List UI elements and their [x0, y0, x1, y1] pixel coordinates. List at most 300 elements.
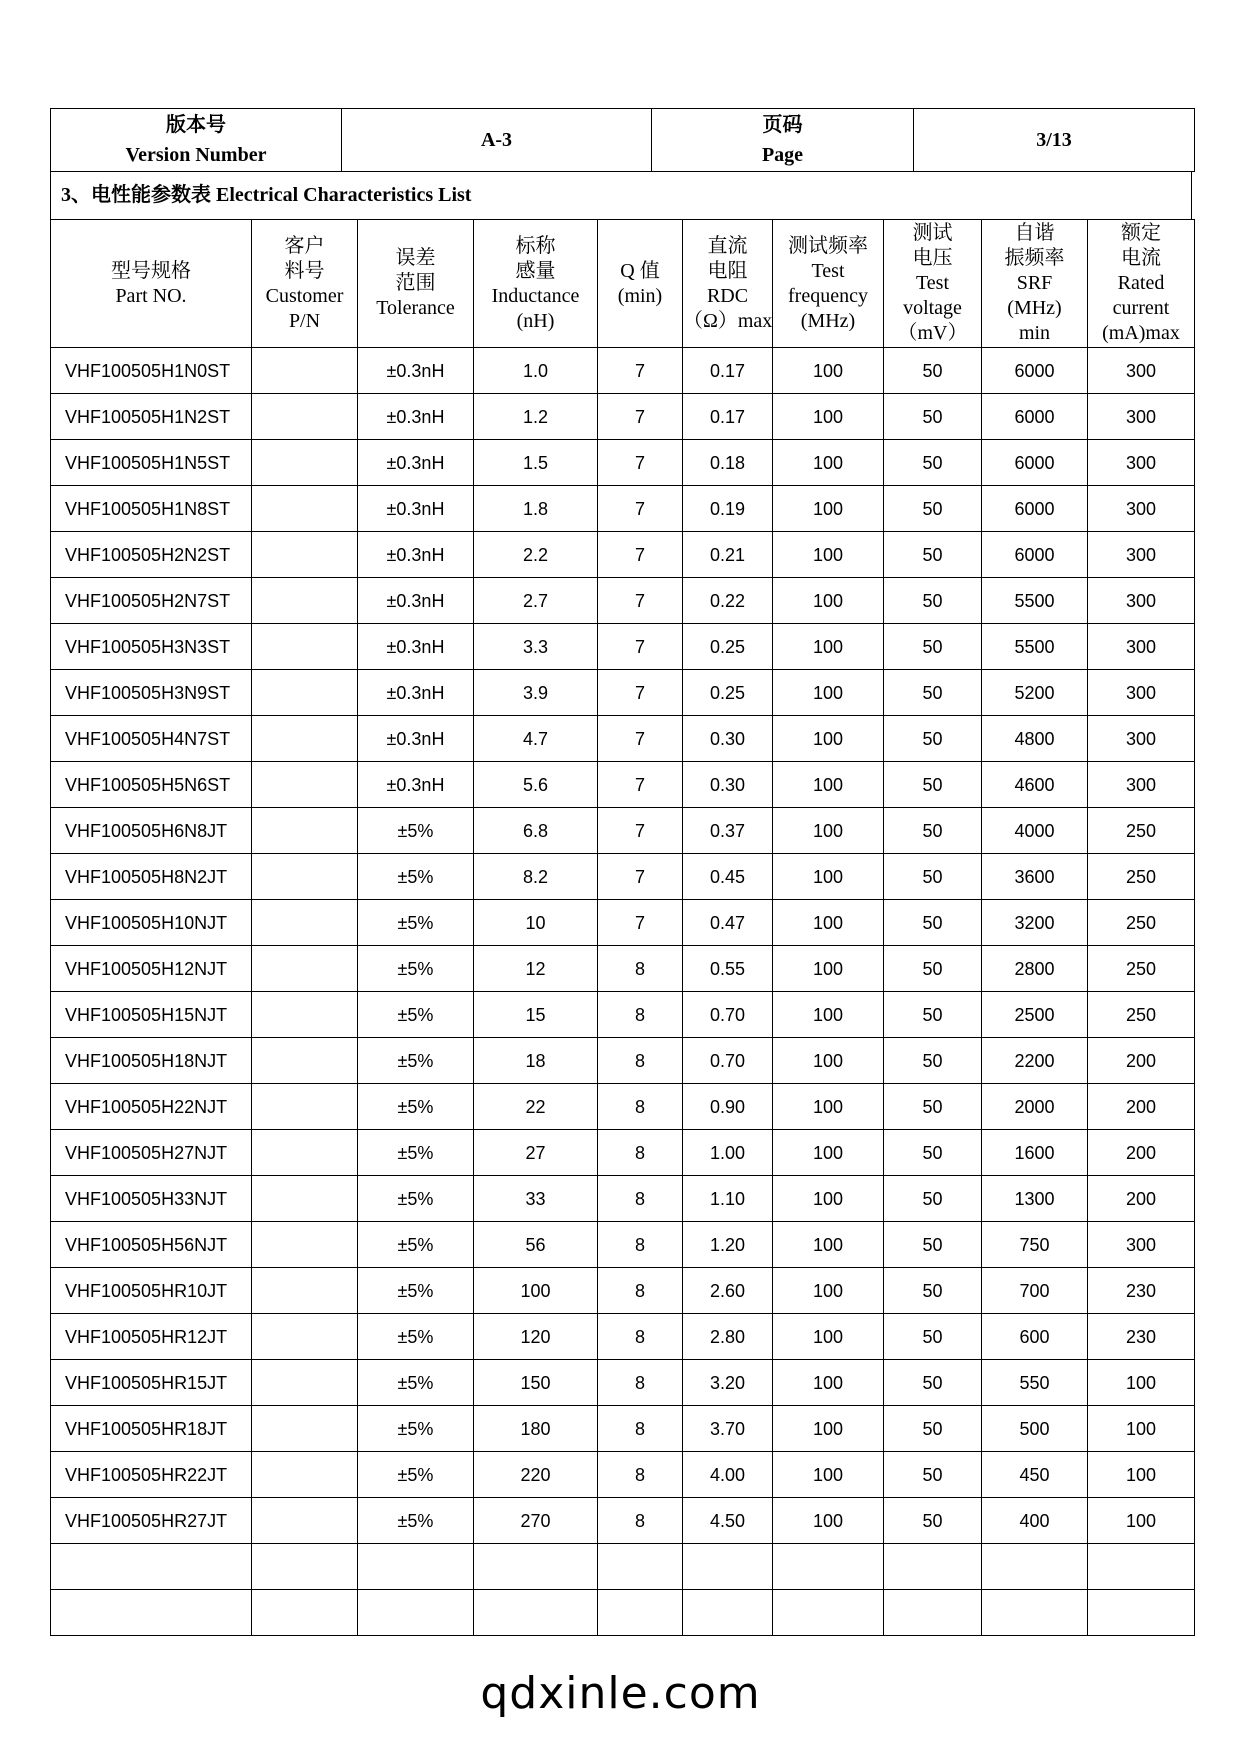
cell-inductance: 270: [474, 1498, 598, 1544]
table-row: [51, 486, 1195, 532]
cell-inductance: 4.7: [474, 716, 598, 762]
cell-tolerance: ±0.3nH: [358, 440, 474, 486]
cell-rated-current: 100: [1088, 1498, 1195, 1544]
cell-customer-pn: [252, 1406, 358, 1452]
cell-inductance: 1.5: [474, 440, 598, 486]
cell-test-voltage: 50: [884, 1268, 982, 1314]
table-row: [51, 1590, 1195, 1636]
cell-test-voltage: 50: [884, 854, 982, 900]
cell-inductance: 5.6: [474, 762, 598, 808]
cell-rated-current: 300: [1088, 670, 1195, 716]
cell-customer-pn: [252, 624, 358, 670]
cell-part-number: VHF100505H5N6ST: [51, 762, 252, 808]
cell-q-min: 7: [598, 716, 683, 762]
cell-test-frequency: 100: [773, 1314, 884, 1360]
cell-rated-current: 100: [1088, 1360, 1195, 1406]
cell-rated-current: 250: [1088, 900, 1195, 946]
cell-test-voltage: 50: [884, 440, 982, 486]
cell-inductance: 2.7: [474, 578, 598, 624]
cell-part-number: VHF100505H12NJT: [51, 946, 252, 992]
cell-inductance: 2.2: [474, 532, 598, 578]
cell-tolerance: ±5%: [358, 1176, 474, 1222]
cell-q-min: 7: [598, 808, 683, 854]
cell-test-frequency: 100: [773, 624, 884, 670]
cell-srf-min: [982, 1544, 1088, 1590]
cell-rated-current: 300: [1088, 348, 1195, 394]
cell-q-min: 8: [598, 1314, 683, 1360]
cell-tolerance: ±5%: [358, 1038, 474, 1084]
table-row: [51, 348, 1195, 394]
cell-test-voltage: 50: [884, 486, 982, 532]
cell-inductance: 120: [474, 1314, 598, 1360]
column-header-line: Q 值: [620, 259, 660, 282]
cell-q-min: 8: [598, 1084, 683, 1130]
cell-rdc-max: 0.17: [683, 394, 773, 440]
column-header-line: current: [1112, 297, 1170, 319]
cell-part-number: VHF100505H6N8JT: [51, 808, 252, 854]
cell-srf-min: 450: [982, 1452, 1088, 1498]
cell-rated-current: [1088, 1544, 1195, 1590]
cell-rdc-max: 2.80: [683, 1314, 773, 1360]
cell-customer-pn: [252, 1130, 358, 1176]
cell-customer-pn: [252, 900, 358, 946]
cell-test-voltage: 50: [884, 670, 982, 716]
column-header-line: Test: [811, 259, 845, 282]
cell-rdc-max: 0.21: [683, 532, 773, 578]
cell-rdc-max: 0.47: [683, 900, 773, 946]
column-header-line: (MHz): [800, 309, 856, 332]
cell-rated-current: 200: [1088, 1130, 1195, 1176]
cell-tolerance: ±0.3nH: [358, 532, 474, 578]
cell-inductance: 100: [474, 1268, 598, 1314]
cell-tolerance: ±0.3nH: [358, 394, 474, 440]
cell-test-voltage: 50: [884, 808, 982, 854]
cell-part-number: VHF100505HR10JT: [51, 1268, 252, 1314]
cell-rdc-max: [683, 1544, 773, 1590]
cell-test-voltage: 50: [884, 394, 982, 440]
version-label-cn: 版本号: [166, 114, 226, 136]
version-label-en: Version Number: [125, 144, 267, 166]
cell-q-min: 8: [598, 1498, 683, 1544]
cell-rated-current: 300: [1088, 486, 1195, 532]
cell-customer-pn: [252, 486, 358, 532]
table-row: [51, 1406, 1195, 1452]
cell-rated-current: 300: [1088, 440, 1195, 486]
cell-inductance: 3.9: [474, 670, 598, 716]
table-row: [51, 808, 1195, 854]
table-row: [51, 854, 1195, 900]
column-header-line: Customer: [265, 284, 344, 307]
cell-customer-pn: [252, 716, 358, 762]
cell-customer-pn: [252, 762, 358, 808]
cell-test-frequency: 100: [773, 716, 884, 762]
cell-q-min: 7: [598, 532, 683, 578]
table-row: [51, 900, 1195, 946]
cell-customer-pn: [252, 1038, 358, 1084]
column-header-test-voltage: [884, 220, 982, 348]
cell-customer-pn: [252, 946, 358, 992]
cell-part-number: VHF100505H27NJT: [51, 1130, 252, 1176]
cell-rated-current: 300: [1088, 1222, 1195, 1268]
cell-rdc-max: [683, 1590, 773, 1636]
table-row: [51, 670, 1195, 716]
column-header-inductance: [474, 220, 598, 348]
cell-rdc-max: 0.45: [683, 854, 773, 900]
cell-part-number: VHF100505HR27JT: [51, 1498, 252, 1544]
cell-test-frequency: 100: [773, 1452, 884, 1498]
cell-test-frequency: 100: [773, 1176, 884, 1222]
section-title: 3、电性能参数表 Electrical Characteristics List: [50, 171, 1192, 219]
table-row: [51, 1544, 1195, 1590]
cell-part-number: VHF100505H22NJT: [51, 1084, 252, 1130]
column-header-line: 直流: [707, 234, 748, 257]
cell-q-min: [598, 1544, 683, 1590]
column-header-rated-current: [1088, 220, 1195, 348]
cell-test-frequency: 100: [773, 1084, 884, 1130]
column-header-srf-min: [982, 220, 1088, 348]
cell-q-min: 8: [598, 1268, 683, 1314]
version-label-cell: [51, 109, 342, 172]
cell-test-frequency: 100: [773, 1038, 884, 1084]
cell-rdc-max: 2.60: [683, 1268, 773, 1314]
table-row: [51, 1360, 1195, 1406]
cell-test-voltage: 50: [884, 1360, 982, 1406]
cell-test-frequency: [773, 1544, 884, 1590]
cell-test-frequency: 100: [773, 854, 884, 900]
cell-customer-pn: [252, 532, 358, 578]
cell-tolerance: ±0.3nH: [358, 348, 474, 394]
cell-srf-min: 4800: [982, 716, 1088, 762]
cell-rated-current: [1088, 1590, 1195, 1636]
cell-test-voltage: 50: [884, 762, 982, 808]
cell-tolerance: ±5%: [358, 1084, 474, 1130]
cell-rated-current: 200: [1088, 1176, 1195, 1222]
column-header-line: P/N: [288, 309, 321, 332]
cell-customer-pn: [252, 348, 358, 394]
cell-part-number: VHF100505HR18JT: [51, 1406, 252, 1452]
cell-rdc-max: 4.00: [683, 1452, 773, 1498]
cell-srf-min: 5500: [982, 624, 1088, 670]
cell-srf-min: 2800: [982, 946, 1088, 992]
cell-srf-min: 700: [982, 1268, 1088, 1314]
cell-test-voltage: 50: [884, 1130, 982, 1176]
cell-q-min: 8: [598, 992, 683, 1038]
table-row: [51, 1222, 1195, 1268]
column-header-line: frequency: [788, 284, 868, 307]
cell-test-voltage: 50: [884, 992, 982, 1038]
table-row: [51, 532, 1195, 578]
cell-test-voltage: 50: [884, 1498, 982, 1544]
cell-test-frequency: 100: [773, 900, 884, 946]
cell-test-voltage: 50: [884, 1176, 982, 1222]
cell-test-frequency: 100: [773, 1268, 884, 1314]
cell-srf-min: 600: [982, 1314, 1088, 1360]
column-header-tolerance: [358, 220, 474, 348]
cell-q-min: 8: [598, 1130, 683, 1176]
cell-inductance: 150: [474, 1360, 598, 1406]
cell-q-min: 8: [598, 946, 683, 992]
watermark: qdxinle.com: [480, 1668, 761, 1719]
cell-rated-current: 230: [1088, 1268, 1195, 1314]
cell-rdc-max: 0.90: [683, 1084, 773, 1130]
cell-test-frequency: 100: [773, 992, 884, 1038]
cell-srf-min: [982, 1590, 1088, 1636]
cell-test-voltage: 50: [884, 1084, 982, 1130]
cell-inductance: 1.2: [474, 394, 598, 440]
column-header-line: (min): [617, 284, 663, 307]
cell-srf-min: 4000: [982, 808, 1088, 854]
cell-test-voltage: 50: [884, 348, 982, 394]
column-header-line: （mV）: [897, 322, 968, 344]
cell-rdc-max: 1.20: [683, 1222, 773, 1268]
column-header-line: 振频率: [1004, 247, 1065, 269]
cell-test-voltage: 50: [884, 1452, 982, 1498]
cell-tolerance: ±5%: [358, 1268, 474, 1314]
column-header-line: Tolerance: [376, 297, 455, 319]
cell-rated-current: 300: [1088, 762, 1195, 808]
cell-tolerance: [358, 1590, 474, 1636]
cell-q-min: 7: [598, 348, 683, 394]
cell-customer-pn: [252, 854, 358, 900]
cell-customer-pn: [252, 1222, 358, 1268]
cell-part-number: VHF100505H4N7ST: [51, 716, 252, 762]
table-row: [51, 1268, 1195, 1314]
cell-part-number: VHF100505HR12JT: [51, 1314, 252, 1360]
cell-customer-pn: [252, 1452, 358, 1498]
cell-tolerance: ±5%: [358, 1222, 474, 1268]
cell-tolerance: ±0.3nH: [358, 624, 474, 670]
cell-test-voltage: 50: [884, 900, 982, 946]
cell-rated-current: 250: [1088, 808, 1195, 854]
cell-test-frequency: 100: [773, 1406, 884, 1452]
cell-inductance: 22: [474, 1084, 598, 1130]
cell-srf-min: 5200: [982, 670, 1088, 716]
cell-test-frequency: 100: [773, 808, 884, 854]
cell-test-voltage: [884, 1590, 982, 1636]
table-row: [51, 992, 1195, 1038]
column-header-line: 测试频率: [788, 234, 868, 257]
cell-q-min: 7: [598, 440, 683, 486]
cell-test-frequency: 100: [773, 348, 884, 394]
page-value: 3/13: [914, 109, 1195, 172]
cell-test-frequency: 100: [773, 440, 884, 486]
cell-rdc-max: 3.20: [683, 1360, 773, 1406]
cell-q-min: 7: [598, 394, 683, 440]
cell-part-number: VHF100505H2N2ST: [51, 532, 252, 578]
cell-part-number: VHF100505H1N8ST: [51, 486, 252, 532]
column-header-line: (mA)max: [1102, 322, 1180, 344]
table-row: [51, 1084, 1195, 1130]
cell-q-min: 7: [598, 624, 683, 670]
cell-srf-min: 6000: [982, 486, 1088, 532]
cell-tolerance: ±5%: [358, 1406, 474, 1452]
cell-inductance: 180: [474, 1406, 598, 1452]
cell-part-number: VHF100505H10NJT: [51, 900, 252, 946]
column-header-line: Part NO.: [115, 284, 187, 307]
page-label-cell: [652, 109, 914, 172]
cell-inductance: 3.3: [474, 624, 598, 670]
table-row: [51, 1130, 1195, 1176]
table-row: [51, 1314, 1195, 1360]
column-header-line: (MHz): [1007, 297, 1062, 319]
table-row: [51, 946, 1195, 992]
column-header-line: 标称: [515, 234, 556, 257]
cell-test-frequency: 100: [773, 394, 884, 440]
cell-test-frequency: 100: [773, 762, 884, 808]
cell-part-number: VHF100505HR15JT: [51, 1360, 252, 1406]
cell-rated-current: 300: [1088, 716, 1195, 762]
cell-rated-current: 300: [1088, 578, 1195, 624]
cell-customer-pn: [252, 1544, 358, 1590]
cell-tolerance: ±5%: [358, 992, 474, 1038]
cell-srf-min: 2200: [982, 1038, 1088, 1084]
cell-rdc-max: 0.55: [683, 946, 773, 992]
cell-rdc-max: 1.10: [683, 1176, 773, 1222]
cell-q-min: 8: [598, 1176, 683, 1222]
cell-part-number: VHF100505H18NJT: [51, 1038, 252, 1084]
cell-srf-min: 1600: [982, 1130, 1088, 1176]
cell-part-number: VHF100505H1N2ST: [51, 394, 252, 440]
cell-inductance: 12: [474, 946, 598, 992]
column-header-line: (nH): [516, 309, 555, 332]
table-row: [51, 440, 1195, 486]
cell-srf-min: 550: [982, 1360, 1088, 1406]
cell-rated-current: 200: [1088, 1084, 1195, 1130]
column-header-line: （Ω）max: [683, 309, 773, 332]
cell-rdc-max: 0.70: [683, 992, 773, 1038]
cell-tolerance: ±5%: [358, 946, 474, 992]
column-header-line: 感量: [515, 259, 556, 282]
column-header-line: voltage: [903, 297, 962, 319]
cell-rated-current: 230: [1088, 1314, 1195, 1360]
cell-tolerance: ±0.3nH: [358, 670, 474, 716]
cell-test-voltage: 50: [884, 946, 982, 992]
cell-tolerance: ±0.3nH: [358, 716, 474, 762]
cell-part-number: VHF100505H3N9ST: [51, 670, 252, 716]
cell-test-frequency: 100: [773, 578, 884, 624]
cell-q-min: 8: [598, 1406, 683, 1452]
cell-inductance: 27: [474, 1130, 598, 1176]
cell-test-frequency: 100: [773, 1222, 884, 1268]
cell-tolerance: ±5%: [358, 1360, 474, 1406]
cell-rated-current: 300: [1088, 532, 1195, 578]
cell-part-number: VHF100505H3N3ST: [51, 624, 252, 670]
column-header-line: 电流: [1121, 247, 1161, 269]
cell-rated-current: 250: [1088, 946, 1195, 992]
cell-rated-current: 300: [1088, 624, 1195, 670]
cell-q-min: 7: [598, 486, 683, 532]
cell-test-frequency: 100: [773, 532, 884, 578]
cell-customer-pn: [252, 670, 358, 716]
cell-part-number: VHF100505H8N2JT: [51, 854, 252, 900]
cell-inductance: [474, 1544, 598, 1590]
cell-rdc-max: 0.25: [683, 624, 773, 670]
cell-inductance: 18: [474, 1038, 598, 1084]
cell-inductance: [474, 1590, 598, 1636]
cell-inductance: 8.2: [474, 854, 598, 900]
table-row: [51, 1038, 1195, 1084]
cell-part-number: [51, 1544, 252, 1590]
column-header-line: 范围: [395, 272, 436, 294]
column-header-line: 料号: [284, 259, 325, 282]
cell-test-frequency: 100: [773, 670, 884, 716]
cell-test-frequency: 100: [773, 946, 884, 992]
cell-tolerance: ±5%: [358, 1130, 474, 1176]
column-header-line: Test: [915, 272, 950, 294]
table-row: [51, 1176, 1195, 1222]
column-header-test-frequency: [773, 220, 884, 348]
cell-tolerance: ±5%: [358, 900, 474, 946]
table-row: [51, 1452, 1195, 1498]
table-header-row: [51, 220, 1195, 348]
cell-srf-min: 3200: [982, 900, 1088, 946]
column-header-line: RDC: [706, 284, 749, 307]
cell-rdc-max: 0.70: [683, 1038, 773, 1084]
column-header-line: SRF: [1016, 272, 1053, 294]
cell-test-voltage: 50: [884, 532, 982, 578]
electrical-characteristics-table: [50, 219, 1195, 1636]
cell-tolerance: ±5%: [358, 1314, 474, 1360]
cell-test-frequency: 100: [773, 486, 884, 532]
cell-test-voltage: 50: [884, 1222, 982, 1268]
cell-rdc-max: 0.25: [683, 670, 773, 716]
cell-part-number: VHF100505HR22JT: [51, 1452, 252, 1498]
cell-rdc-max: 1.00: [683, 1130, 773, 1176]
table-row: [51, 394, 1195, 440]
column-header-line: 自谐: [1014, 222, 1055, 244]
cell-tolerance: ±0.3nH: [358, 578, 474, 624]
cell-test-frequency: [773, 1590, 884, 1636]
cell-rated-current: 300: [1088, 394, 1195, 440]
cell-test-voltage: 50: [884, 1406, 982, 1452]
cell-part-number: VHF100505H33NJT: [51, 1176, 252, 1222]
table-row: [51, 716, 1195, 762]
table-row: [51, 762, 1195, 808]
cell-inductance: 10: [474, 900, 598, 946]
cell-inductance: 33: [474, 1176, 598, 1222]
cell-test-voltage: 50: [884, 578, 982, 624]
cell-rdc-max: 0.37: [683, 808, 773, 854]
column-header-line: 电压: [912, 247, 953, 269]
table-row: [51, 1498, 1195, 1544]
cell-srf-min: 3600: [982, 854, 1088, 900]
cell-customer-pn: [252, 1268, 358, 1314]
cell-inductance: 1.0: [474, 348, 598, 394]
cell-tolerance: ±5%: [358, 808, 474, 854]
cell-test-frequency: 100: [773, 1360, 884, 1406]
cell-rdc-max: 0.22: [683, 578, 773, 624]
page-label-en: Page: [761, 144, 804, 166]
cell-q-min: 8: [598, 1452, 683, 1498]
cell-test-voltage: 50: [884, 624, 982, 670]
cell-inductance: 220: [474, 1452, 598, 1498]
cell-q-min: 7: [598, 854, 683, 900]
cell-tolerance: ±0.3nH: [358, 486, 474, 532]
cell-customer-pn: [252, 992, 358, 1038]
cell-customer-pn: [252, 1314, 358, 1360]
cell-inductance: 15: [474, 992, 598, 1038]
cell-rdc-max: 0.17: [683, 348, 773, 394]
column-header-line: 测试: [912, 222, 953, 244]
cell-rated-current: 250: [1088, 854, 1195, 900]
cell-test-voltage: [884, 1544, 982, 1590]
cell-tolerance: ±5%: [358, 854, 474, 900]
cell-part-number: VHF100505H1N5ST: [51, 440, 252, 486]
cell-srf-min: 6000: [982, 394, 1088, 440]
cell-q-min: [598, 1590, 683, 1636]
cell-customer-pn: [252, 1498, 358, 1544]
column-header-q-min: [598, 220, 683, 348]
